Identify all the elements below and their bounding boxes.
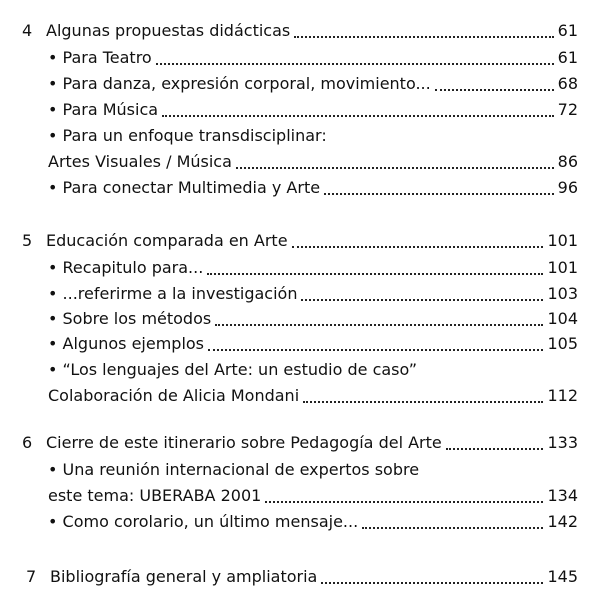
toc-entry: [48, 307, 578, 331]
section-number: 7: [26, 567, 37, 586]
entry-label: • Para Música: [48, 100, 159, 119]
page-number: 134: [547, 486, 578, 505]
page-number: 96: [557, 178, 578, 197]
dot-leader: [236, 167, 554, 169]
section-number: 6: [22, 433, 33, 452]
dot-leader: [301, 299, 543, 301]
toc-entry: [48, 46, 578, 70]
dot-leader: [294, 36, 553, 38]
toc-entry: [48, 332, 578, 356]
page-number: 105: [547, 334, 578, 353]
entry-label: • ...referirme a la investigación: [48, 284, 298, 303]
toc-entry: [48, 458, 578, 482]
entry-label: • Recapitulo para...: [48, 258, 204, 277]
entry-label: • “Los lenguajes del Arte: un estudio de caso”: [48, 360, 418, 379]
section-title: Educación comparada en Arte: [46, 231, 288, 250]
toc-section-5: [22, 229, 578, 253]
dot-leader: [208, 349, 543, 351]
dot-leader: [215, 324, 543, 326]
toc-entry: [48, 72, 578, 96]
page-number: 72: [557, 100, 578, 119]
page-number: 101: [547, 258, 578, 277]
section-title: Algunas propuestas didácticas: [46, 21, 291, 40]
page-number: 145: [547, 567, 578, 586]
entry-label: este tema: UBERABA 2001: [48, 486, 262, 505]
page-number: 101: [547, 231, 578, 250]
section-number: 4: [22, 21, 33, 40]
toc-entry: [48, 256, 578, 280]
entry-label: • Sobre los métodos: [48, 309, 212, 328]
dot-leader: [446, 448, 544, 450]
page-number: 86: [557, 152, 578, 171]
toc-entry: [48, 510, 578, 534]
page-number: 142: [547, 512, 578, 531]
section-title: Bibliografía general y ampliatoria: [50, 567, 318, 586]
dot-leader: [207, 273, 543, 275]
dot-leader: [435, 89, 554, 91]
page-number: 61: [557, 48, 578, 67]
toc-entry: [48, 484, 578, 508]
entry-label: • Para conectar Multimedia y Arte: [48, 178, 321, 197]
toc-entry: [48, 176, 578, 200]
toc-entry: [48, 282, 578, 306]
page-number: 68: [557, 74, 578, 93]
entry-label: • Como corolario, un último mensaje...: [48, 512, 359, 531]
dot-leader: [303, 401, 543, 403]
page-number: 104: [547, 309, 578, 328]
toc-entry: [48, 384, 578, 408]
dot-leader: [265, 501, 543, 503]
dot-leader: [162, 115, 554, 117]
toc-entry: [48, 358, 578, 382]
entry-label: • Para un enfoque transdisciplinar:: [48, 126, 327, 145]
toc-section-4: [22, 19, 578, 43]
entry-label: • Para danza, expresión corporal, movimiento...: [48, 74, 431, 93]
dot-leader: [324, 193, 554, 195]
toc-entry: [48, 124, 578, 148]
dot-leader: [321, 582, 543, 584]
entry-label: • Algunos ejemplos: [48, 334, 205, 353]
page-number: 61: [557, 21, 578, 40]
toc-entry: [48, 98, 578, 122]
toc-section-6: [22, 431, 578, 455]
page-number: 103: [547, 284, 578, 303]
entry-label: Colaboración de Alicia Mondani: [48, 386, 300, 405]
section-number: 5: [22, 231, 33, 250]
page-number: 133: [547, 433, 578, 452]
entry-label: • Una reunión internacional de expertos sobre: [48, 460, 420, 479]
dot-leader: [362, 527, 543, 529]
dot-leader: [156, 63, 554, 65]
dot-leader: [292, 246, 544, 248]
toc-section-7: [26, 565, 578, 589]
toc-entry: [48, 150, 578, 174]
entry-label: Artes Visuales / Música: [48, 152, 232, 171]
section-title: Cierre de este itinerario sobre Pedagogía del Arte: [46, 433, 442, 452]
page-number: 112: [547, 386, 578, 405]
entry-label: • Para Teatro: [48, 48, 152, 67]
